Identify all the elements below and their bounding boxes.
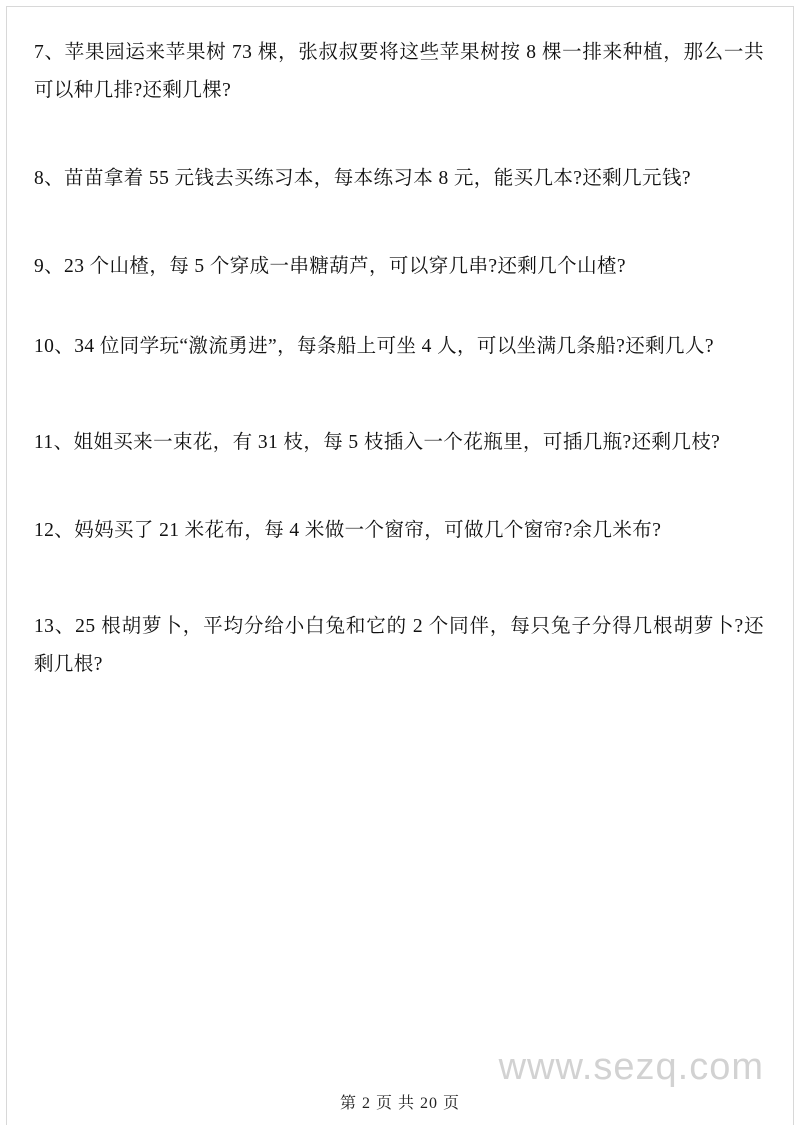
problem-item-9: 9、23 个山楂，每 5 个穿成一串糖葫芦，可以穿几串?还剩几个山楂? [34, 256, 626, 277]
problem-item-7: 7、苹果园运来苹果树 73 棵，张叔叔要将这些苹果树按 8 棵一排来种植，那么一共可以种几排?还剩几棵? [34, 42, 764, 101]
page-border-left [6, 6, 7, 1125]
page-footer: 第 2 页 共 20 页 [339, 1095, 460, 1112]
problem-item-13: 13、25 根胡萝卜，平均分给小白兔和它的 2 个同伴，每只兔子分得几根胡萝卜?还剩几根? [34, 616, 764, 675]
problem-item-12: 12、妈妈买了 21 米花布，每 4 米做一个窗帘，可做几个窗帘?余几米布? [34, 520, 662, 541]
problem-list [34, 34, 764, 716]
problem-item-10: 10、34 位同学玩“激流勇进”，每条船上可坐 4 人，可以坐满几条船?还剩几人? [34, 336, 714, 357]
page-border-top [6, 6, 794, 7]
page-border-right [793, 6, 794, 1125]
problem-item-11: 11、姐姐买来一束花，有 31 枝，每 5 枝插入一个花瓶里，可插几瓶?还剩几枝? [34, 432, 721, 453]
watermark: www.sezq.com [498, 1046, 764, 1088]
problem-item-8: 8、苗苗拿着 55 元钱去买练习本，每本练习本 8 元，能买几本?还剩几元钱? [34, 168, 691, 189]
